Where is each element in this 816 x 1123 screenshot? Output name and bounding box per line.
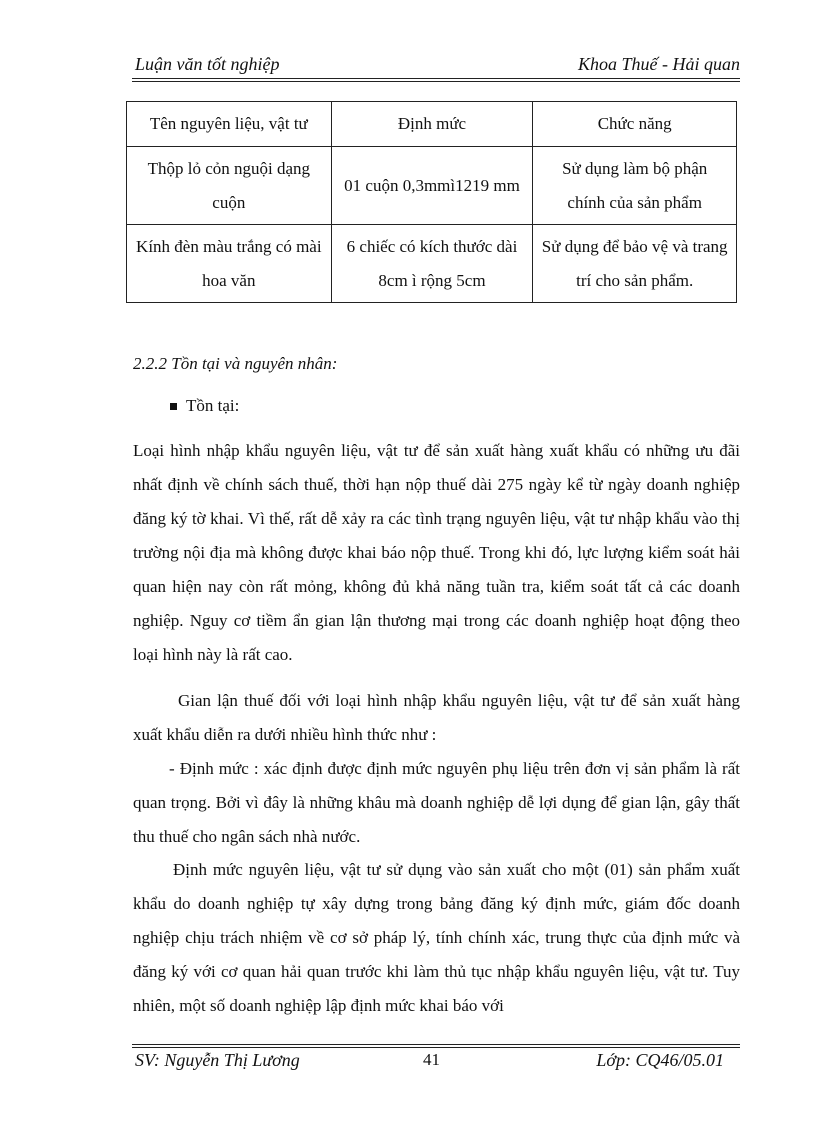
paragraph: Loại hình nhập khẩu nguyên liệu, vật tư để sản xuất hàng xuất khẩu có những ưu đãi nhất định về chính sách thuế, thời hạn nộp thuế dài 275 ngày kể từ ngày doanh nghiệp đăng ký tờ khai. Vì thế, rất dễ xảy ra các tình trạng nguyên liệu, vật tư nhập khẩu vào thị trường nội địa mà không được khai báo nộp thuế. Trong khi đó, lực lượng kiểm soát hải quan hiện nay còn rất mỏng, không đủ khả năng tuần tra, kiểm soát tất cả các doanh nghiệp. Nguy cơ tiềm ẩn gian lận thương mại trong các doanh nghiệp hoạt động theo loại hình này là rất cao. [133, 441, 740, 664]
bullet-item [170, 396, 239, 416]
footer-class: Lớp: CQ46/05.01 [596, 1050, 724, 1070]
footer-rule [132, 1044, 740, 1048]
section-title: 2.2.2 Tồn tại và nguyên nhân: [133, 354, 338, 373]
header-left: Luận văn tốt nghiệp [135, 54, 280, 74]
header-rule [132, 78, 740, 82]
table-header-row [127, 102, 737, 147]
footer-author: SV: Nguyễn Thị Lương [135, 1050, 300, 1070]
table-cell: Sử dụng để bảo vệ và trang trí cho sản phẩm. [533, 225, 737, 303]
table-row [127, 147, 737, 225]
table-cell: Sử dụng làm bộ phận chính của sản phẩm [533, 147, 737, 225]
header-right: Khoa Thuế - Hải quan [578, 54, 740, 74]
table-cell: Kính đèn màu trắng có mài hoa văn [127, 225, 332, 303]
table-cell: 6 chiếc có kích thước dài 8cm ì rộng 5cm [331, 225, 533, 303]
table-cell: Thộp lỏ cỏn nguội dạng cuộn [127, 147, 332, 225]
bullet-label: Tồn tại: [186, 396, 240, 415]
paragraph: Gian lận thuế đối với loại hình nhập khẩu nguyên liệu, vật tư để sản xuất hàng xuất khẩu diễn ra dưới nhiều hình thức như : [133, 691, 740, 744]
page-number: 41 [423, 1050, 440, 1069]
paragraph: Định mức nguyên liệu, vật tư sử dụng vào sản xuất cho một (01) sản phẩm xuất khẩu do doanh nghiệp tự xây dựng trong bảng đăng ký định mức, giám đốc doanh nghiệp chịu trách nhiệm về cơ sở pháp lý, tính chính xác, trung thực của định mức và đăng ký với cơ quan hải quan trước khi làm thủ tục nhập khẩu nguyên liệu, vật tư. Tuy nhiên, một số doanh nghiệp lập định mức khai báo với [133, 860, 740, 1015]
table-header-cell: Chức năng [533, 102, 737, 147]
table-header-cell: Tên nguyên liệu, vật tư [127, 102, 332, 147]
paragraph: - Định mức : xác định được định mức nguyên phụ liệu trên đơn vị sản phẩm là rất quan trọng. Bởi vì đây là những khâu mà doanh nghiệp dễ lợi dụng để gian lận, gây thất thu thuế cho ngân sách nhà nước. [133, 759, 740, 846]
table-row [127, 225, 737, 303]
table-cell: 01 cuộn 0,3mmì1219 mm [331, 147, 533, 225]
square-bullet-icon [170, 403, 177, 410]
table-header-cell: Định mức [331, 102, 533, 147]
materials-table [126, 101, 737, 303]
